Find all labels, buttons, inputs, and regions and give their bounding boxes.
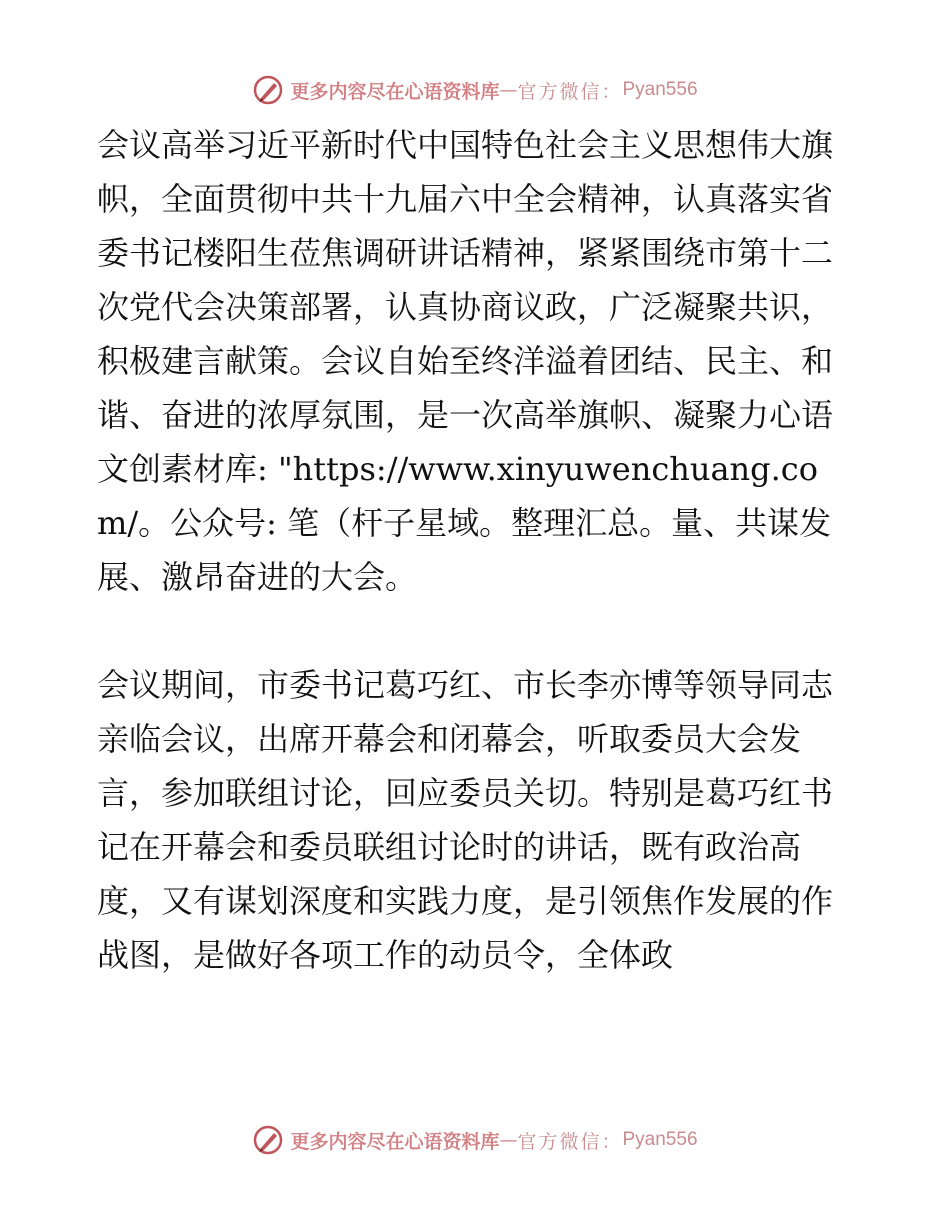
wechat-id: Pyan556 (622, 79, 698, 100)
brand-text: 更多内容尽在心语资料库 (290, 80, 500, 103)
separator-dash: — (499, 79, 518, 101)
official-wechat-label: 官方微信： (517, 1130, 623, 1153)
separator-dash: — (499, 1129, 518, 1151)
official-wechat-label: 官方微信： (517, 80, 623, 103)
header-banner (0, 70, 950, 110)
brand-text: 更多内容尽在心语资料库 (290, 1130, 500, 1153)
quill-pen-icon (252, 74, 284, 106)
paragraph-2: 会议期间，市委书记葛巧红、市长李亦博等领导同志亲临会议，出席开幕会和闭幕会，听取委员大会发言，参加联组讨论，回应委员关切。特别是葛巧红书记在开幕会和委员联组讨论时的讲话，既有政治高度，又有谋划深度和实践力度，是引领焦作发展的作战图，是做好各项工作的动员令，全体政 (97, 666, 834, 974)
wechat-id: Pyan556 (622, 1129, 698, 1150)
footer-banner (0, 1120, 950, 1160)
paragraph-1: 会议高举习近平新时代中国特色社会主义思想伟大旗帜，全面贯彻中共十九届六中全会精神，认真落实省委书记楼阳生莅焦调研讲话精神，紧紧围绕市第十二次党代会决策部署，认真协商议政，广泛凝聚共识，积极建言献策。会议自始至终洋溢着团结、民主、和谐、奋进的浓厚氛围，是一次高举旗帜、凝聚力心语文创素材库: "https://www.xinyuwenchuang.com/。公众号: 笔（杆子星域。整理汇总。量、共谋发展、激昂奋进的大会。 (97, 126, 834, 596)
quill-pen-icon (252, 1124, 284, 1156)
